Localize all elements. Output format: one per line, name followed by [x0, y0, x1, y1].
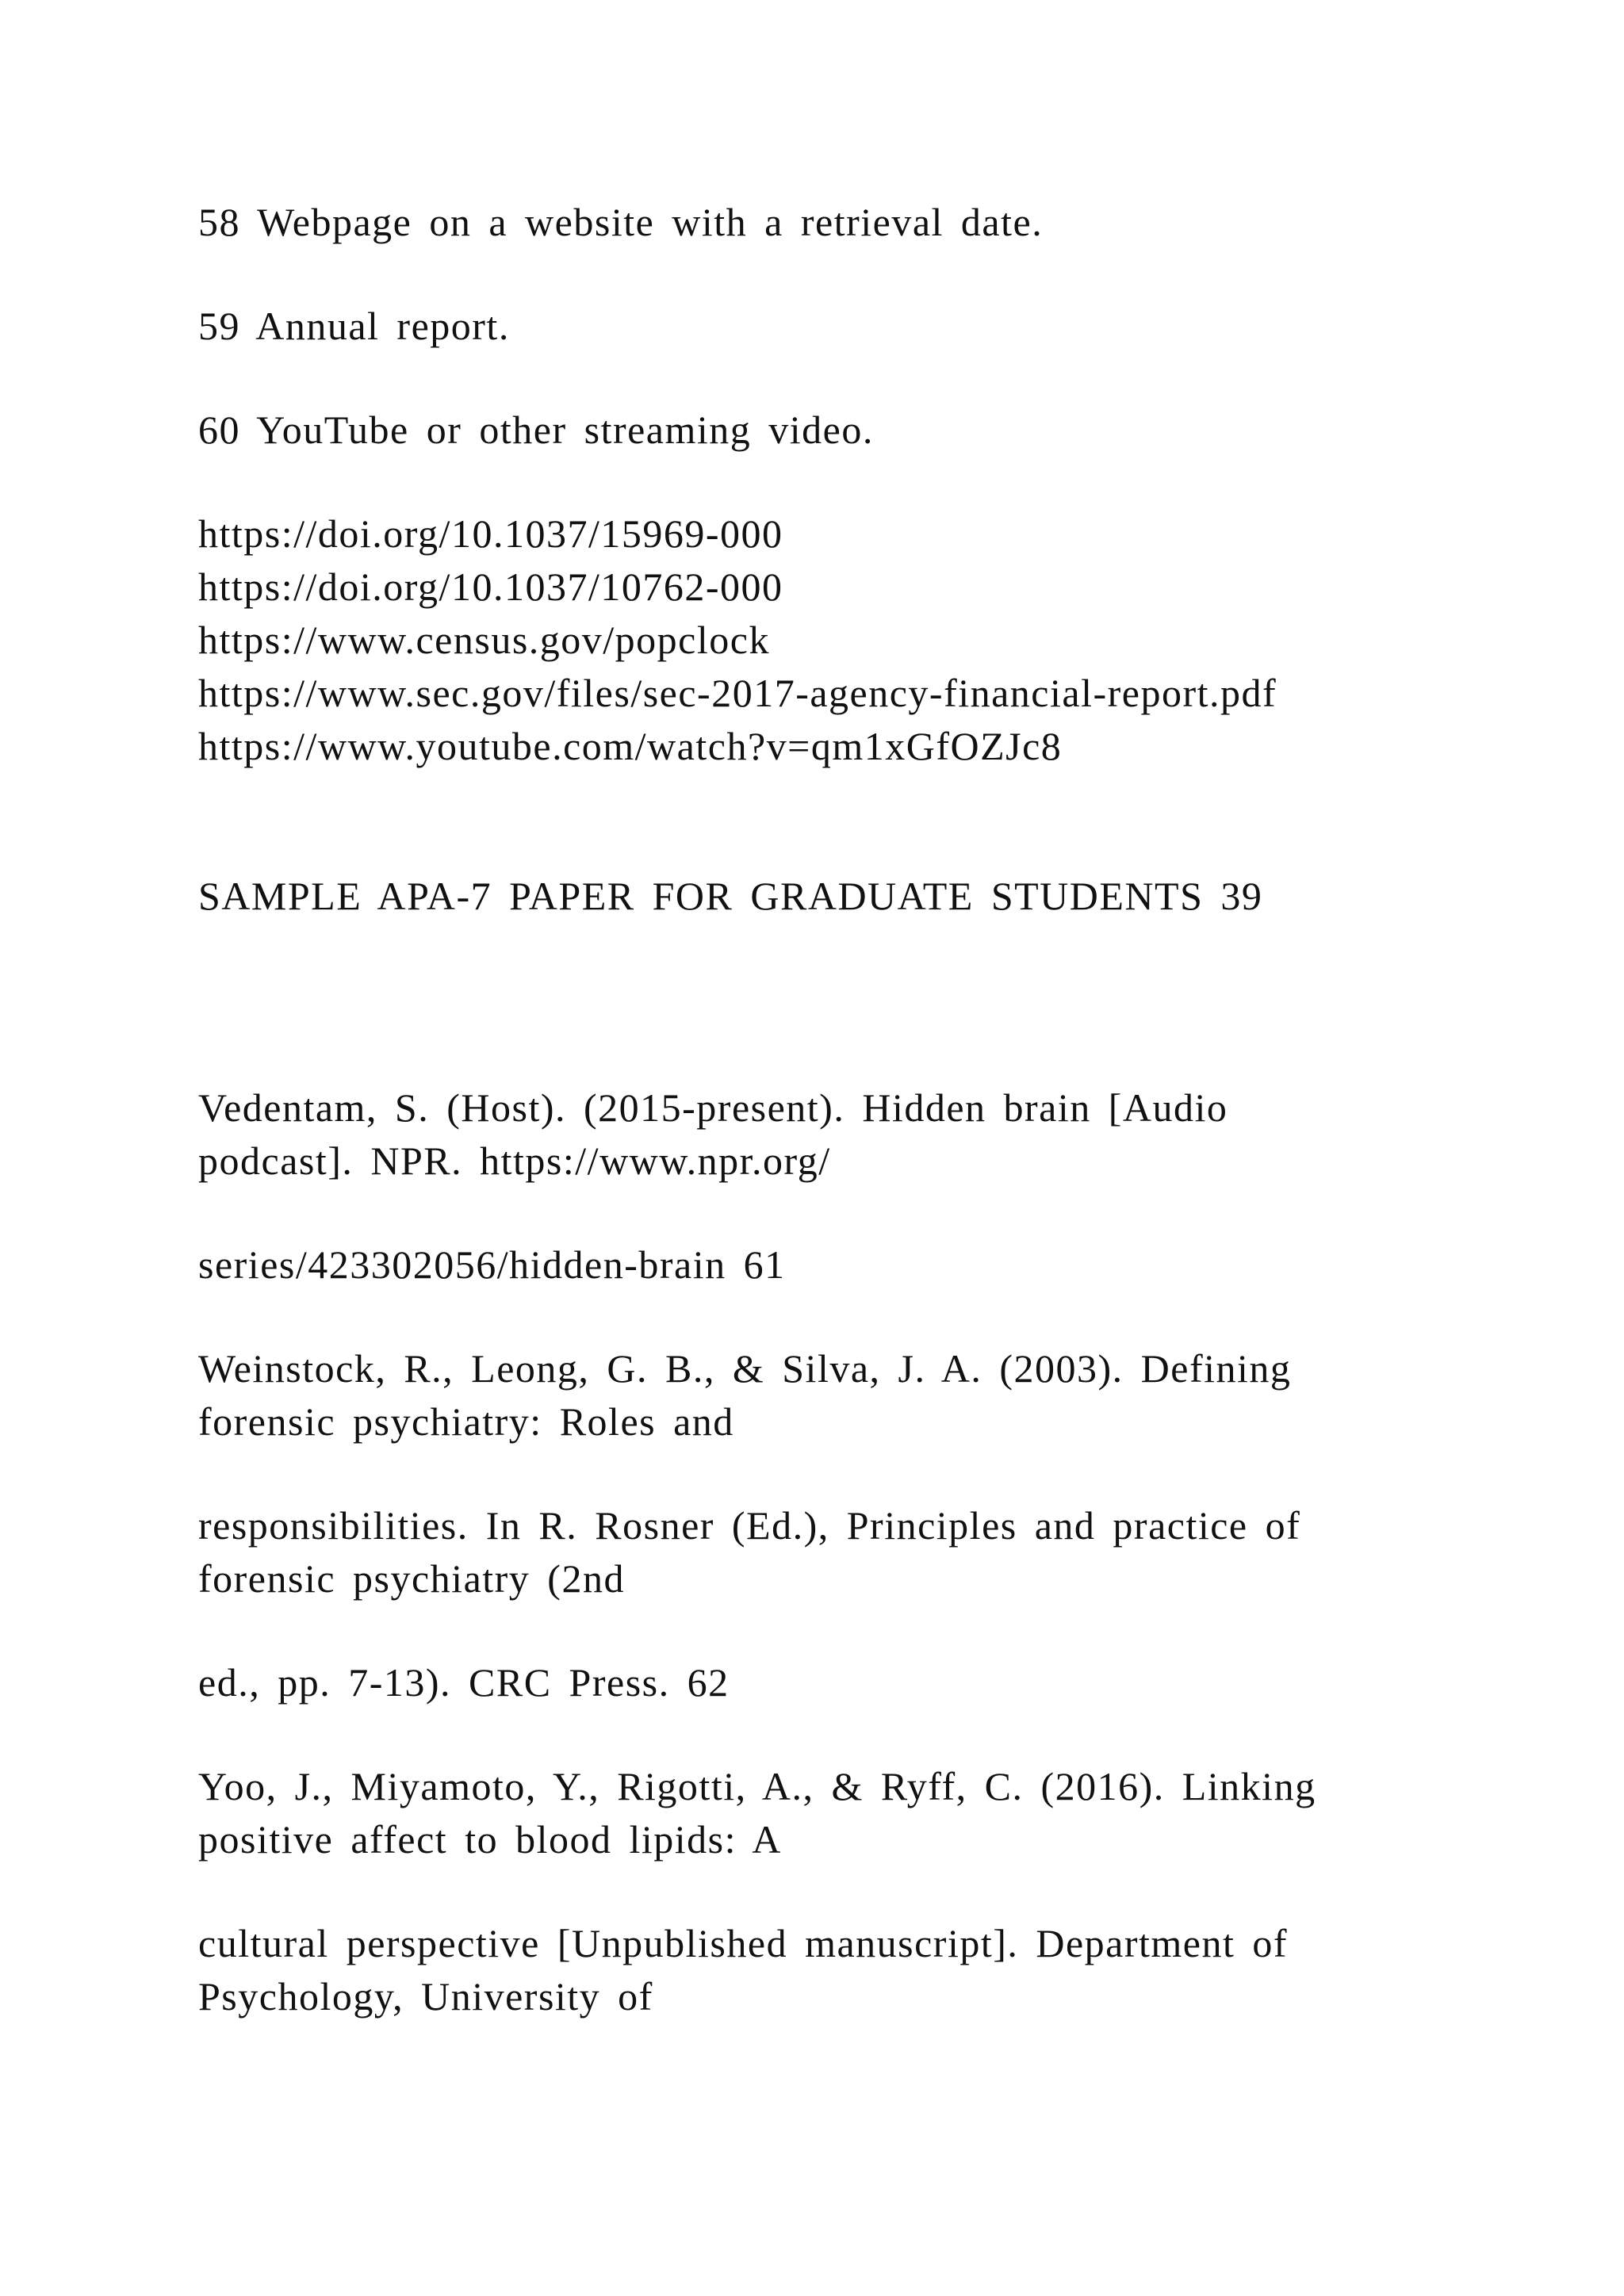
reference-line: Yoo, J., Miyamoto, Y., Rigotti, A., & Ryff, C. (2016). Linking — [198, 1764, 1316, 1808]
url-sec-report: https://www.sec.gov/files/sec-2017-agency-financial-report.pdf — [198, 671, 1277, 715]
reference-line: forensic psychiatry (2nd — [198, 1556, 625, 1601]
reference-line: podcast]. NPR. https://www.npr.org/ — [198, 1138, 831, 1183]
url-youtube: https://www.youtube.com/watch?v=qm1xGfOZJc8 — [198, 724, 1063, 768]
url-census-popclock: https://www.census.gov/popclock — [198, 618, 770, 662]
reference-line: Weinstock, R., Leong, G. B., & Silva, J. A. (2003). Defining — [198, 1346, 1292, 1391]
url-doi-10762: https://doi.org/10.1037/10762-000 — [198, 564, 783, 609]
reference-line: series/423302056/hidden-brain 61 — [198, 1242, 786, 1287]
note-58: 58 Webpage on a website with a retrieval date. — [198, 200, 1044, 244]
reference-line: forensic psychiatry: Roles and — [198, 1399, 734, 1444]
note-60: 60 YouTube or other streaming video. — [198, 408, 874, 452]
url-doi-15969: https://doi.org/10.1037/15969-000 — [198, 511, 783, 556]
note-59: 59 Annual report. — [198, 304, 510, 348]
reference-line: ed., pp. 7-13). CRC Press. 62 — [198, 1660, 730, 1705]
running-head: SAMPLE APA-7 PAPER FOR GRADUATE STUDENTS 39 — [198, 874, 1263, 918]
reference-line: cultural perspective [Unpublished manuscript]. Department of — [198, 1921, 1289, 1965]
reference-line: positive affect to blood lipids: A — [198, 1817, 782, 1862]
reference-line: responsibilities. In R. Rosner (Ed.), Principles and practice of — [198, 1503, 1301, 1548]
reference-line: Vedentam, S. (Host). (2015-present). Hidden brain [Audio — [198, 1085, 1228, 1130]
reference-line: Psychology, University of — [198, 1974, 653, 2019]
